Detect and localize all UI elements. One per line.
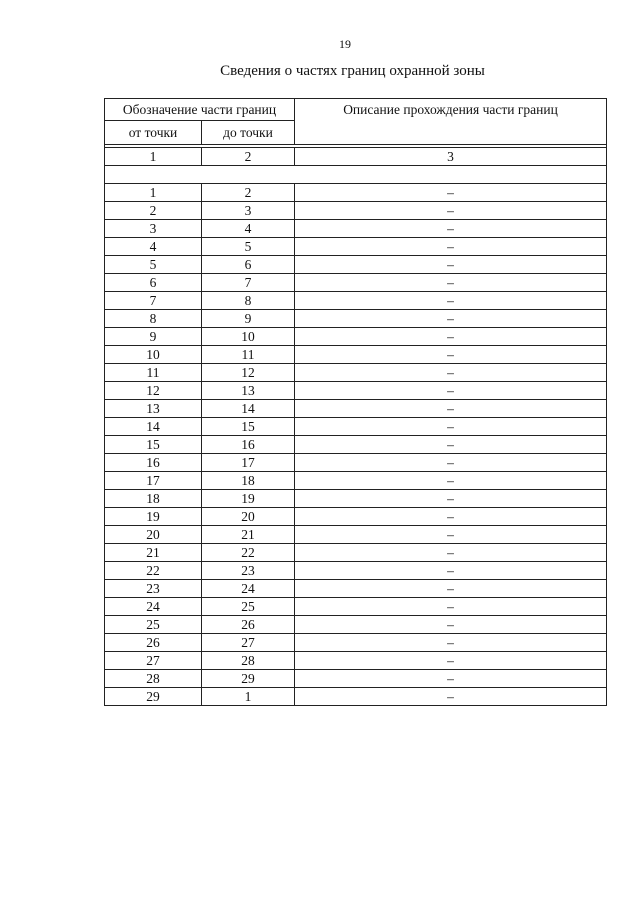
cell-from: 27 bbox=[105, 652, 202, 670]
cell-desc: – bbox=[295, 184, 607, 202]
table-row bbox=[105, 490, 607, 508]
cell-from: 28 bbox=[105, 670, 202, 688]
table-row bbox=[105, 310, 607, 328]
cell-to: 8 bbox=[202, 292, 295, 310]
cell-desc: – bbox=[295, 400, 607, 418]
table-row bbox=[105, 382, 607, 400]
header-from-point: от точки bbox=[105, 121, 202, 145]
cell-to: 25 bbox=[202, 598, 295, 616]
cell-desc: – bbox=[295, 310, 607, 328]
cell-from: 29 bbox=[105, 688, 202, 706]
cell-to: 13 bbox=[202, 382, 295, 400]
cell-to: 23 bbox=[202, 562, 295, 580]
cell-to: 2 bbox=[202, 184, 295, 202]
cell-to: 14 bbox=[202, 400, 295, 418]
cell-to: 10 bbox=[202, 328, 295, 346]
cell-desc: – bbox=[295, 544, 607, 562]
cell-desc: – bbox=[295, 598, 607, 616]
cell-from: 12 bbox=[105, 382, 202, 400]
cell-desc: – bbox=[295, 490, 607, 508]
column-number-3: 3 bbox=[295, 148, 607, 166]
table-row bbox=[105, 544, 607, 562]
cell-desc: – bbox=[295, 508, 607, 526]
table-row bbox=[105, 616, 607, 634]
cell-from: 2 bbox=[105, 202, 202, 220]
table-row bbox=[105, 436, 607, 454]
table-row bbox=[105, 670, 607, 688]
column-numbers-row bbox=[105, 148, 607, 166]
table-row bbox=[105, 346, 607, 364]
cell-from: 23 bbox=[105, 580, 202, 598]
table-row bbox=[105, 688, 607, 706]
cell-from: 5 bbox=[105, 256, 202, 274]
cell-from: 10 bbox=[105, 346, 202, 364]
cell-to: 1 bbox=[202, 688, 295, 706]
page-number: 19 bbox=[339, 37, 351, 51]
table-row bbox=[105, 454, 607, 472]
header-description: Описание прохождения части границ bbox=[295, 99, 607, 145]
cell-from: 4 bbox=[105, 238, 202, 256]
cell-to: 15 bbox=[202, 418, 295, 436]
cell-to: 4 bbox=[202, 220, 295, 238]
cell-desc: – bbox=[295, 256, 607, 274]
cell-from: 25 bbox=[105, 616, 202, 634]
table-row bbox=[105, 562, 607, 580]
table-row bbox=[105, 652, 607, 670]
cell-desc: – bbox=[295, 562, 607, 580]
cell-to: 9 bbox=[202, 310, 295, 328]
cell-from: 18 bbox=[105, 490, 202, 508]
cell-from: 13 bbox=[105, 400, 202, 418]
column-number-2: 2 bbox=[202, 148, 295, 166]
cell-to: 11 bbox=[202, 346, 295, 364]
table-row bbox=[105, 256, 607, 274]
table-row bbox=[105, 580, 607, 598]
cell-desc: – bbox=[295, 670, 607, 688]
cell-from: 21 bbox=[105, 544, 202, 562]
boundary-parts-table bbox=[104, 98, 607, 706]
cell-desc: – bbox=[295, 616, 607, 634]
cell-to: 22 bbox=[202, 544, 295, 562]
cell-to: 17 bbox=[202, 454, 295, 472]
cell-to: 21 bbox=[202, 526, 295, 544]
cell-from: 15 bbox=[105, 436, 202, 454]
cell-from: 9 bbox=[105, 328, 202, 346]
cell-from: 26 bbox=[105, 634, 202, 652]
cell-desc: – bbox=[295, 238, 607, 256]
cell-desc: – bbox=[295, 202, 607, 220]
cell-from: 11 bbox=[105, 364, 202, 382]
cell-desc: – bbox=[295, 526, 607, 544]
cell-from: 8 bbox=[105, 310, 202, 328]
table-row bbox=[105, 292, 607, 310]
cell-from: 6 bbox=[105, 274, 202, 292]
table-row bbox=[105, 364, 607, 382]
cell-to: 20 bbox=[202, 508, 295, 526]
cell-from: 22 bbox=[105, 562, 202, 580]
table-row bbox=[105, 184, 607, 202]
cell-desc: – bbox=[295, 436, 607, 454]
cell-desc: – bbox=[295, 688, 607, 706]
cell-to: 19 bbox=[202, 490, 295, 508]
cell-from: 17 bbox=[105, 472, 202, 490]
cell-from: 14 bbox=[105, 418, 202, 436]
cell-to: 18 bbox=[202, 472, 295, 490]
cell-to: 26 bbox=[202, 616, 295, 634]
table-row bbox=[105, 274, 607, 292]
cell-from: 24 bbox=[105, 598, 202, 616]
empty-section-row bbox=[105, 166, 607, 184]
cell-desc: – bbox=[295, 364, 607, 382]
cell-from: 1 bbox=[105, 184, 202, 202]
cell-desc: – bbox=[295, 346, 607, 364]
cell-desc: – bbox=[295, 328, 607, 346]
column-number-1: 1 bbox=[105, 148, 202, 166]
cell-to: 27 bbox=[202, 634, 295, 652]
cell-desc: – bbox=[295, 274, 607, 292]
cell-from: 19 bbox=[105, 508, 202, 526]
cell-to: 24 bbox=[202, 580, 295, 598]
cell-desc: – bbox=[295, 292, 607, 310]
cell-desc: – bbox=[295, 454, 607, 472]
cell-to: 29 bbox=[202, 670, 295, 688]
cell-to: 28 bbox=[202, 652, 295, 670]
table-row bbox=[105, 634, 607, 652]
cell-desc: – bbox=[295, 382, 607, 400]
cell-from: 7 bbox=[105, 292, 202, 310]
table-row bbox=[105, 328, 607, 346]
table-row bbox=[105, 598, 607, 616]
cell-to: 6 bbox=[202, 256, 295, 274]
cell-to: 5 bbox=[202, 238, 295, 256]
header-to-point: до точки bbox=[202, 121, 295, 145]
cell-desc: – bbox=[295, 580, 607, 598]
table-row bbox=[105, 526, 607, 544]
cell-desc: – bbox=[295, 652, 607, 670]
cell-to: 7 bbox=[202, 274, 295, 292]
cell-desc: – bbox=[295, 220, 607, 238]
cell-from: 16 bbox=[105, 454, 202, 472]
table-row bbox=[105, 400, 607, 418]
table-row bbox=[105, 238, 607, 256]
cell-from: 3 bbox=[105, 220, 202, 238]
cell-to: 3 bbox=[202, 202, 295, 220]
table-row bbox=[105, 472, 607, 490]
cell-to: 16 bbox=[202, 436, 295, 454]
document-title: Сведения о частях границ охранной зоны bbox=[220, 63, 485, 79]
table-row bbox=[105, 202, 607, 220]
cell-desc: – bbox=[295, 634, 607, 652]
table-row bbox=[105, 220, 607, 238]
cell-to: 12 bbox=[202, 364, 295, 382]
table-row bbox=[105, 508, 607, 526]
table-row bbox=[105, 418, 607, 436]
cell-from: 20 bbox=[105, 526, 202, 544]
cell-desc: – bbox=[295, 418, 607, 436]
cell-desc: – bbox=[295, 472, 607, 490]
header-boundary-designation: Обозначение части границ bbox=[105, 99, 295, 121]
